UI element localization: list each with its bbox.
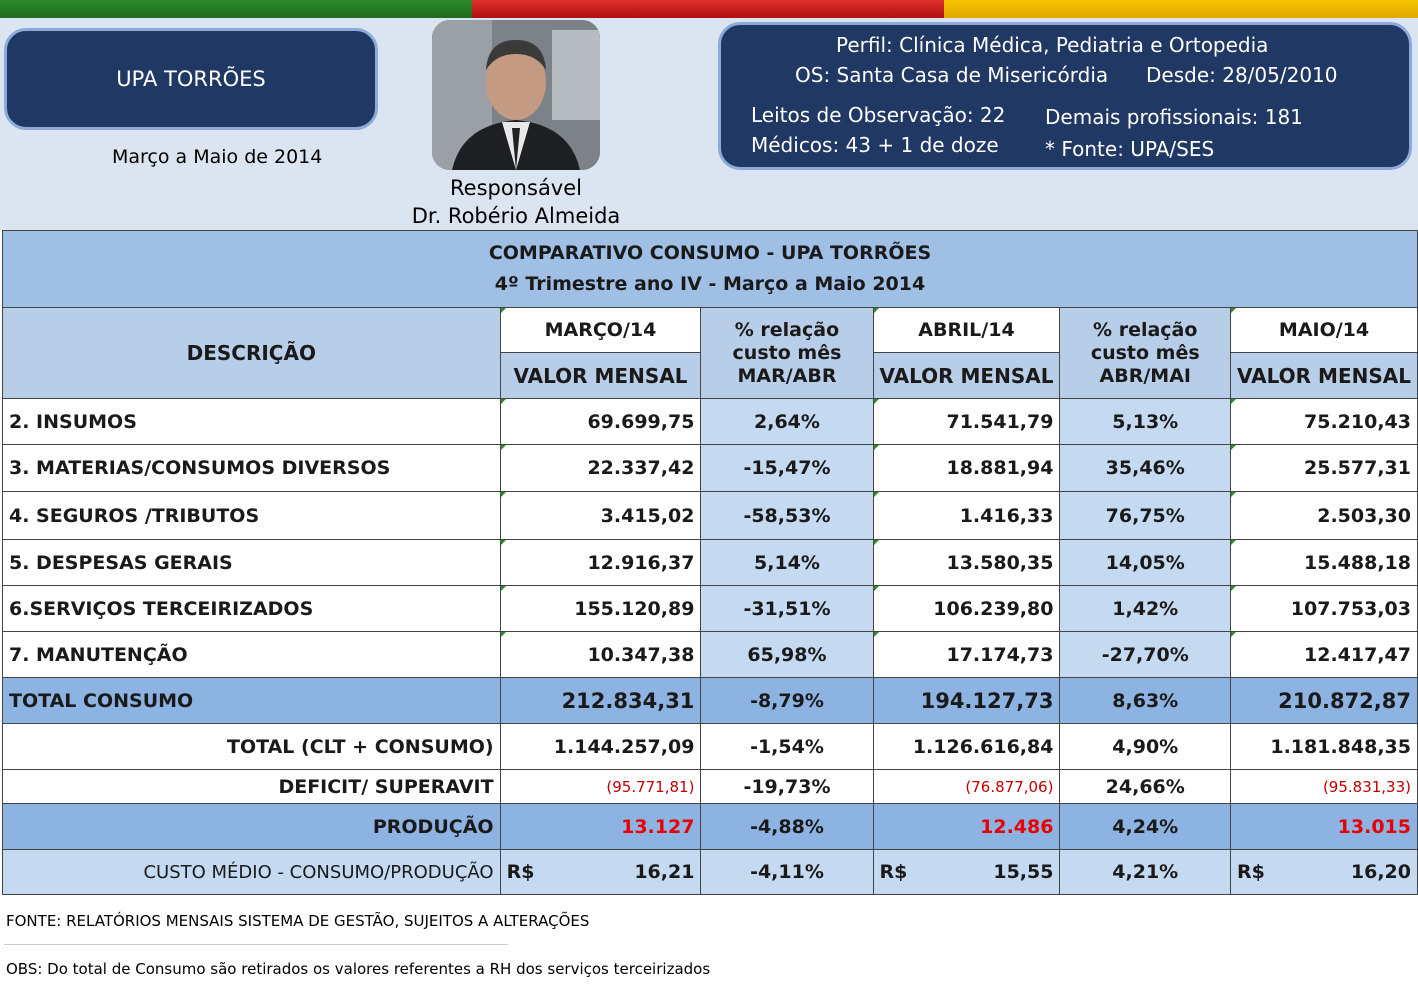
row-pct2: 35,46% (1060, 445, 1231, 492)
profile-text: Perfil: Clínica Médica, Pediatria e Ortopedia (836, 33, 1269, 57)
deficit-pct2: 24,66% (1060, 770, 1231, 804)
col-may: MAIO/14 (1231, 308, 1418, 353)
custo-row (3, 850, 1418, 895)
clt-pct2: 4,90% (1060, 724, 1231, 770)
table-row (3, 540, 1418, 586)
row-pct2: 76,75% (1060, 492, 1231, 540)
table-title-1: COMPARATIVO CONSUMO - UPA TORRÕES (488, 242, 932, 264)
row-desc: 5. DESPESAS GERAIS (3, 540, 501, 586)
table-row (3, 399, 1418, 445)
row-mar: 12.916,37 (500, 540, 701, 586)
producao-mar: 13.127 (500, 804, 701, 850)
responsible-label: Responsável (450, 176, 582, 200)
unit-name-box (4, 28, 378, 130)
clt-desc: TOTAL (CLT + CONSUMO) (3, 724, 501, 770)
custo-mar-cell (500, 850, 701, 895)
row-desc: 3. MATERIAS/CONSUMOS DIVERSOS (3, 445, 501, 492)
total-pct2: 8,63% (1060, 678, 1231, 724)
row-mai: 12.417,47 (1231, 632, 1418, 678)
deficit-abr: (76.877,06) (873, 770, 1060, 804)
row-abr: 1.416,33 (873, 492, 1060, 540)
row-desc: 4. SEGUROS /TRIBUTOS (3, 492, 501, 540)
col-march: MARÇO/14 (500, 308, 701, 353)
total-mar: 212.834,31 (500, 678, 701, 724)
producao-desc: PRODUÇÃO (3, 804, 501, 850)
table-row (3, 445, 1418, 492)
total-desc: TOTAL CONSUMO (3, 678, 501, 724)
currency-label: R$ (879, 861, 908, 883)
consumption-table (2, 230, 1418, 895)
responsible-photo (432, 20, 600, 170)
footer-note: OBS: Do total de Consumo são retirados os valores referentes a RH dos serviços terceirizados (6, 960, 711, 978)
row-mar: 155.120,89 (500, 586, 701, 632)
row-desc: 7. MANUTENÇÃO (3, 632, 501, 678)
custo-desc: CUSTO MÉDIO - CONSUMO/PRODUÇÃO (3, 850, 501, 895)
table-title-row (3, 231, 1418, 308)
row-mar: 22.337,42 (500, 445, 701, 492)
col-valor-abr: VALOR MENSAL (873, 353, 1060, 399)
row-pct1: 65,98% (701, 632, 873, 678)
table-row (3, 492, 1418, 540)
col-april: ABRIL/14 (873, 308, 1060, 353)
table-row (3, 632, 1418, 678)
row-mai: 107.753,03 (1231, 586, 1418, 632)
row-pct1: -31,51% (701, 586, 873, 632)
table-row (3, 586, 1418, 632)
col-pct-abr-mai: % relação custo mês ABR/MAI (1060, 308, 1231, 399)
clt-abr: 1.126.616,84 (873, 724, 1060, 770)
total-mai: 210.872,87 (1231, 678, 1418, 724)
header-row-1 (3, 308, 1418, 353)
since-text: Desde: 28/05/2010 (1146, 63, 1338, 87)
row-pct2: -27,70% (1060, 632, 1231, 678)
row-abr: 18.881,94 (873, 445, 1060, 492)
custo-mar: 16,21 (634, 861, 695, 883)
other-staff-text: Demais profissionais: 181 (1045, 105, 1303, 129)
header-panel (0, 18, 1418, 230)
row-mai: 75.210,43 (1231, 399, 1418, 445)
custo-pct2: 4,21% (1060, 850, 1231, 895)
profile-box (718, 22, 1412, 170)
row-mai: 2.503,30 (1231, 492, 1418, 540)
row-mar: 3.415,02 (500, 492, 701, 540)
row-abr: 71.541,79 (873, 399, 1060, 445)
table-title-2: 4º Trimestre ano IV - Março a Maio 2014 (494, 273, 926, 295)
total-pct1: -8,79% (701, 678, 873, 724)
deficit-mar: (95.771,81) (500, 770, 701, 804)
row-desc: 2. INSUMOS (3, 399, 501, 445)
clt-pct1: -1,54% (701, 724, 873, 770)
top-color-bar (0, 0, 1418, 18)
beds-text: Leitos de Observação: 22 (751, 103, 1006, 127)
row-mar: 69.699,75 (500, 399, 701, 445)
unit-name: UPA TORRÕES (116, 67, 266, 91)
os-text: OS: Santa Casa de Misericórdia (795, 63, 1109, 87)
period-label: Março a Maio de 2014 (112, 146, 323, 168)
producao-pct2: 4,24% (1060, 804, 1231, 850)
footer-source: FONTE: RELATÓRIOS MENSAIS SISTEMA DE GESTÃO, SUJEITOS A ALTERAÇÕES (6, 912, 590, 930)
total-abr: 194.127,73 (873, 678, 1060, 724)
custo-abr-cell (873, 850, 1060, 895)
producao-pct1: -4,88% (701, 804, 873, 850)
row-pct2: 5,13% (1060, 399, 1231, 445)
deficit-row (3, 770, 1418, 804)
row-abr: 106.239,80 (873, 586, 1060, 632)
custo-mai: 16,20 (1350, 861, 1411, 883)
row-desc: 6.SERVIÇOS TERCEIRIZADOS (3, 586, 501, 632)
row-pct1: -15,47% (701, 445, 873, 492)
custo-abr: 15,55 (993, 861, 1054, 883)
row-pct2: 14,05% (1060, 540, 1231, 586)
clt-mar: 1.144.257,09 (500, 724, 701, 770)
deficit-pct1: -19,73% (701, 770, 873, 804)
currency-label: R$ (1237, 861, 1265, 883)
total-consumo-row (3, 678, 1418, 724)
footer-divider (4, 944, 508, 945)
clt-row (3, 724, 1418, 770)
producao-row (3, 804, 1418, 850)
clt-mai: 1.181.848,35 (1231, 724, 1418, 770)
responsible-name: Dr. Robério Almeida (411, 204, 621, 228)
source-text: * Fonte: UPA/SES (1045, 137, 1215, 161)
producao-mai: 13.015 (1231, 804, 1418, 850)
doctors-text: Médicos: 43 + 1 de doze (751, 133, 999, 157)
row-pct1: -58,53% (701, 492, 873, 540)
row-mai: 25.577,31 (1231, 445, 1418, 492)
row-mai: 15.488,18 (1231, 540, 1418, 586)
col-description: DESCRIÇÃO (3, 308, 501, 399)
custo-pct1: -4,11% (701, 850, 873, 895)
row-mar: 10.347,38 (500, 632, 701, 678)
row-pct1: 2,64% (701, 399, 873, 445)
custo-mai-cell (1231, 850, 1418, 895)
responsible-caption (390, 174, 642, 230)
row-abr: 17.174,73 (873, 632, 1060, 678)
row-abr: 13.580,35 (873, 540, 1060, 586)
table-title (3, 231, 1418, 308)
col-valor-mar: VALOR MENSAL (500, 353, 701, 399)
col-pct-mar-abr: % relação custo mês MAR/ABR (701, 308, 873, 399)
producao-abr: 12.486 (873, 804, 1060, 850)
row-pct1: 5,14% (701, 540, 873, 586)
deficit-desc: DEFICIT/ SUPERAVIT (3, 770, 501, 804)
currency-label: R$ (506, 861, 535, 883)
row-pct2: 1,42% (1060, 586, 1231, 632)
deficit-mai: (95.831,33) (1231, 770, 1418, 804)
col-valor-mai: VALOR MENSAL (1231, 353, 1418, 399)
